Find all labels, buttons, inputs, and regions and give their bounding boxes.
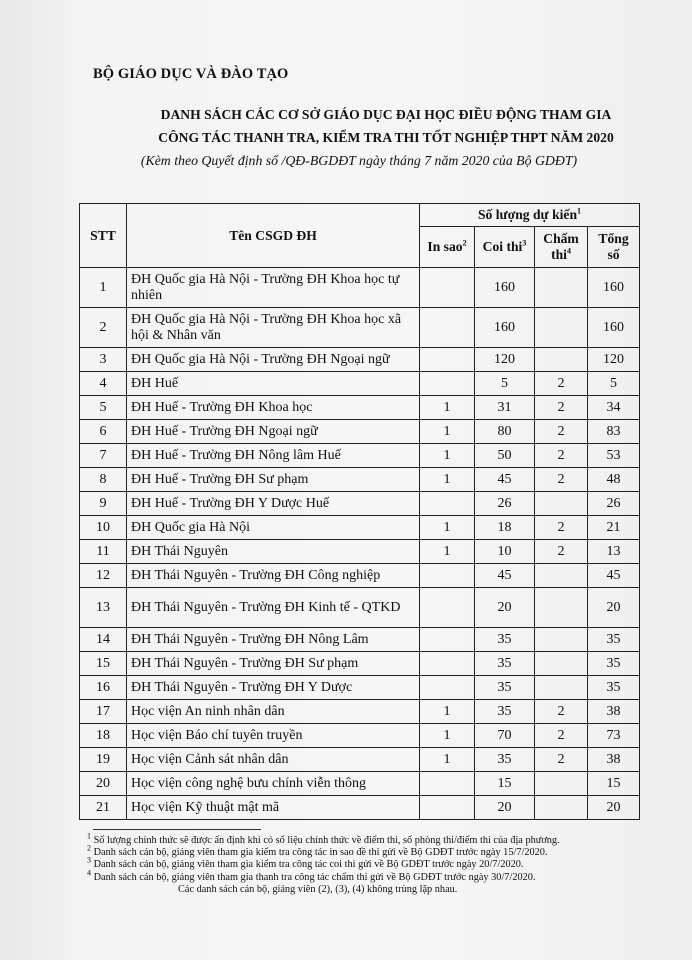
cell-in-sao: 1 [420, 420, 475, 444]
cell-cham-thi [535, 588, 588, 628]
cell-tong: 26 [588, 492, 640, 516]
cell-coi-thi: 5 [475, 372, 535, 396]
cell-name: ĐH Quốc gia Hà Nội - Trường ĐH Khoa học tự nhiên [127, 268, 420, 308]
cell-stt: 12 [80, 564, 127, 588]
cell-cham-thi [535, 796, 588, 820]
cell-tong: 15 [588, 772, 640, 796]
cell-tong: 48 [588, 468, 640, 492]
cell-tong: 83 [588, 420, 640, 444]
cell-coi-thi: 160 [475, 308, 535, 348]
cell-name: ĐH Quốc gia Hà Nội - Trường ĐH Khoa học xã hội & Nhân văn [127, 308, 420, 348]
cell-tong: 34 [588, 396, 640, 420]
cell-coi-thi: 35 [475, 652, 535, 676]
cell-name: ĐH Thái Nguyên - Trường ĐH Kinh tế - QTKD [127, 588, 420, 628]
cell-tong: 73 [588, 724, 640, 748]
cell-name: ĐH Huế - Trường ĐH Sư phạm [127, 468, 420, 492]
document-subtitle: (Kèm theo Quyết định số /QĐ-BGDĐT ngày tháng 7 năm 2020 của Bộ GDĐT) [140, 153, 578, 168]
cell-tong: 45 [588, 564, 640, 588]
cell-cham-thi: 2 [535, 724, 588, 748]
footnotes [87, 831, 647, 896]
cell-name: ĐH Huế [127, 372, 420, 396]
cell-in-sao [420, 628, 475, 652]
cell-tong: 35 [588, 652, 640, 676]
cell-in-sao [420, 348, 475, 372]
cell-cham-thi [535, 772, 588, 796]
header-coi-thi: Coi thi$^3$ [475, 227, 535, 268]
cell-name: ĐH Thái Nguyên [127, 540, 420, 564]
cell-stt: 18 [80, 724, 127, 748]
cell-tong: 5 [588, 372, 640, 396]
cell-tong: 160 [588, 308, 640, 348]
table-row [80, 516, 640, 540]
cell-name: Học viện An ninh nhân dân [127, 700, 420, 724]
cell-coi-thi: 160 [475, 268, 535, 308]
cell-cham-thi [535, 628, 588, 652]
table-row [80, 748, 640, 772]
footnote-divider [93, 829, 261, 830]
cell-in-sao: 1 [420, 516, 475, 540]
table-row [80, 772, 640, 796]
cell-name: ĐH Quốc gia Hà Nội - Trường ĐH Ngoại ngữ [127, 348, 420, 372]
cell-tong: 38 [588, 700, 640, 724]
cell-tong: 35 [588, 676, 640, 700]
table-row [80, 540, 640, 564]
cell-stt: 15 [80, 652, 127, 676]
cell-tong: 13 [588, 540, 640, 564]
cell-in-sao: 1 [420, 444, 475, 468]
table-row [80, 348, 640, 372]
cell-in-sao: 1 [420, 468, 475, 492]
document-title-line2: CÔNG TÁC THANH TRA, KIỂM TRA THI TỐT NGHIỆP THPT NĂM 2020 [158, 130, 614, 145]
footnote-4: $^4$ Danh sách cán bộ, giảng viên tham gia thanh tra công tác chấm thi gửi về Bộ GDĐT trước ngày 30/7/2020. [87, 868, 536, 883]
cell-name: ĐH Quốc gia Hà Nội [127, 516, 420, 540]
cell-in-sao [420, 268, 475, 308]
cell-in-sao: 1 [420, 748, 475, 772]
header-name: Tên CSGD ĐH [127, 204, 420, 268]
cell-tong: 38 [588, 748, 640, 772]
table-row [80, 444, 640, 468]
cell-tong: 53 [588, 444, 640, 468]
cell-name: ĐH Thái Nguyên - Trường ĐH Nông Lâm [127, 628, 420, 652]
table-row [80, 724, 640, 748]
cell-in-sao [420, 772, 475, 796]
footnote-2: $^2$ Danh sách cán bộ, giảng viên tham gia kiểm tra công tác in sao đề thi gửi về Bộ GDĐT trước ngày 15/7/2020. [87, 843, 548, 859]
cell-stt: 9 [80, 492, 127, 516]
cell-cham-thi: 2 [535, 420, 588, 444]
table-row [80, 796, 640, 820]
cell-in-sao [420, 796, 475, 820]
cell-coi-thi: 50 [475, 444, 535, 468]
cell-stt: 2 [80, 308, 127, 348]
cell-coi-thi: 15 [475, 772, 535, 796]
cell-cham-thi: 2 [535, 468, 588, 492]
table-row [80, 372, 640, 396]
table-row [80, 492, 640, 516]
cell-cham-thi [535, 564, 588, 588]
cell-cham-thi: 2 [535, 444, 588, 468]
cell-coi-thi: 45 [475, 564, 535, 588]
header-group: Số lượng dự kiến$^1$ [420, 204, 640, 227]
table-row [80, 396, 640, 420]
header-in-sao: In sao$^2$ [420, 227, 475, 268]
cell-stt: 3 [80, 348, 127, 372]
footnote-1: $^1$ Số lượng chính thức sẽ được ấn định khi có số liệu chính thức về điểm thi, số phòng thi/điểm thi của địa phương. [87, 831, 560, 846]
cell-stt: 8 [80, 468, 127, 492]
cell-stt: 16 [80, 676, 127, 700]
cell-stt: 6 [80, 420, 127, 444]
cell-stt: 20 [80, 772, 127, 796]
cell-tong: 20 [588, 796, 640, 820]
header-cham-thi: Chấm thi$^4$ [535, 227, 588, 268]
cell-name: ĐH Thái Nguyên - Trường ĐH Y Dược [127, 676, 420, 700]
cell-coi-thi: 35 [475, 628, 535, 652]
cell-stt: 5 [80, 396, 127, 420]
cell-coi-thi: 45 [475, 468, 535, 492]
cell-cham-thi: 2 [535, 372, 588, 396]
table-row [80, 628, 640, 652]
cell-name: ĐH Thái Nguyên - Trường ĐH Sư phạm [127, 652, 420, 676]
cell-in-sao [420, 564, 475, 588]
table-row [80, 308, 640, 348]
cell-in-sao [420, 676, 475, 700]
cell-cham-thi: 2 [535, 396, 588, 420]
cell-in-sao: 1 [420, 540, 475, 564]
cell-stt: 1 [80, 268, 127, 308]
header-stt: STT [80, 204, 127, 268]
cell-coi-thi: 70 [475, 724, 535, 748]
cell-stt: 7 [80, 444, 127, 468]
cell-name: ĐH Huế - Trường ĐH Ngoại ngữ [127, 420, 420, 444]
cell-coi-thi: 35 [475, 700, 535, 724]
cell-coi-thi: 10 [475, 540, 535, 564]
cell-stt: 19 [80, 748, 127, 772]
cell-in-sao [420, 372, 475, 396]
cell-cham-thi [535, 652, 588, 676]
cell-tong: 160 [588, 268, 640, 308]
cell-cham-thi [535, 348, 588, 372]
cell-in-sao [420, 652, 475, 676]
cell-name: ĐH Huế - Trường ĐH Nông lâm Huế [127, 444, 420, 468]
cell-cham-thi [535, 268, 588, 308]
cell-in-sao [420, 492, 475, 516]
cell-tong: 20 [588, 588, 640, 628]
cell-tong: 120 [588, 348, 640, 372]
cell-in-sao: 1 [420, 724, 475, 748]
cell-stt: 17 [80, 700, 127, 724]
footnote-3: $^3$ Danh sách cán bộ, giảng viên tham gia kiểm tra công tác coi thi gửi về Bộ GDĐT trước ngày 20/7/2020. [87, 855, 524, 871]
cell-stt: 11 [80, 540, 127, 564]
table-row [80, 420, 640, 444]
ministry-name: BỘ GIÁO DỤC VÀ ĐÀO TẠO [93, 66, 289, 82]
cell-in-sao [420, 308, 475, 348]
cell-in-sao: 1 [420, 700, 475, 724]
cell-coi-thi: 20 [475, 796, 535, 820]
cell-cham-thi [535, 308, 588, 348]
table-row [80, 268, 640, 308]
cell-name: ĐH Thái Nguyên - Trường ĐH Công nghiệp [127, 564, 420, 588]
cell-name: Học viện công nghệ bưu chính viễn thông [127, 772, 420, 796]
cell-coi-thi: 31 [475, 396, 535, 420]
cell-stt: 13 [80, 588, 127, 628]
cell-stt: 14 [80, 628, 127, 652]
cell-coi-thi: 35 [475, 748, 535, 772]
header-tong-so: Tổng số [588, 227, 640, 268]
cell-name: Học viện Cảnh sát nhân dân [127, 748, 420, 772]
cell-coi-thi: 20 [475, 588, 535, 628]
table-row [80, 652, 640, 676]
cell-name: ĐH Huế - Trường ĐH Y Dược Huế [127, 492, 420, 516]
cell-in-sao: 1 [420, 396, 475, 420]
institution-table [79, 203, 640, 820]
table-row [80, 564, 640, 588]
table-row [80, 676, 640, 700]
cell-coi-thi: 26 [475, 492, 535, 516]
cell-name: ĐH Huế - Trường ĐH Khoa học [127, 396, 420, 420]
cell-tong: 35 [588, 628, 640, 652]
cell-cham-thi: 2 [535, 516, 588, 540]
table-row [80, 588, 640, 628]
cell-stt: 10 [80, 516, 127, 540]
cell-cham-thi: 2 [535, 700, 588, 724]
cell-cham-thi: 2 [535, 540, 588, 564]
cell-name: Học viện Kỹ thuật mật mã [127, 796, 420, 820]
cell-cham-thi: 2 [535, 748, 588, 772]
cell-coi-thi: 35 [475, 676, 535, 700]
cell-coi-thi: 18 [475, 516, 535, 540]
table-row [80, 468, 640, 492]
footnote-note: Các danh sách cán bộ, giảng viên (2), (3), (4) không trùng lặp nhau. [178, 883, 458, 895]
cell-coi-thi: 80 [475, 420, 535, 444]
cell-tong: 21 [588, 516, 640, 540]
document-title-line1: DANH SÁCH CÁC CƠ SỞ GIÁO DỤC ĐẠI HỌC ĐIỀU ĐỘNG THAM GIA [160, 107, 612, 122]
cell-cham-thi [535, 492, 588, 516]
cell-stt: 21 [80, 796, 127, 820]
table-row [80, 700, 640, 724]
cell-cham-thi [535, 676, 588, 700]
cell-stt: 4 [80, 372, 127, 396]
cell-in-sao [420, 588, 475, 628]
cell-name: Học viện Báo chí tuyên truyền [127, 724, 420, 748]
cell-coi-thi: 120 [475, 348, 535, 372]
